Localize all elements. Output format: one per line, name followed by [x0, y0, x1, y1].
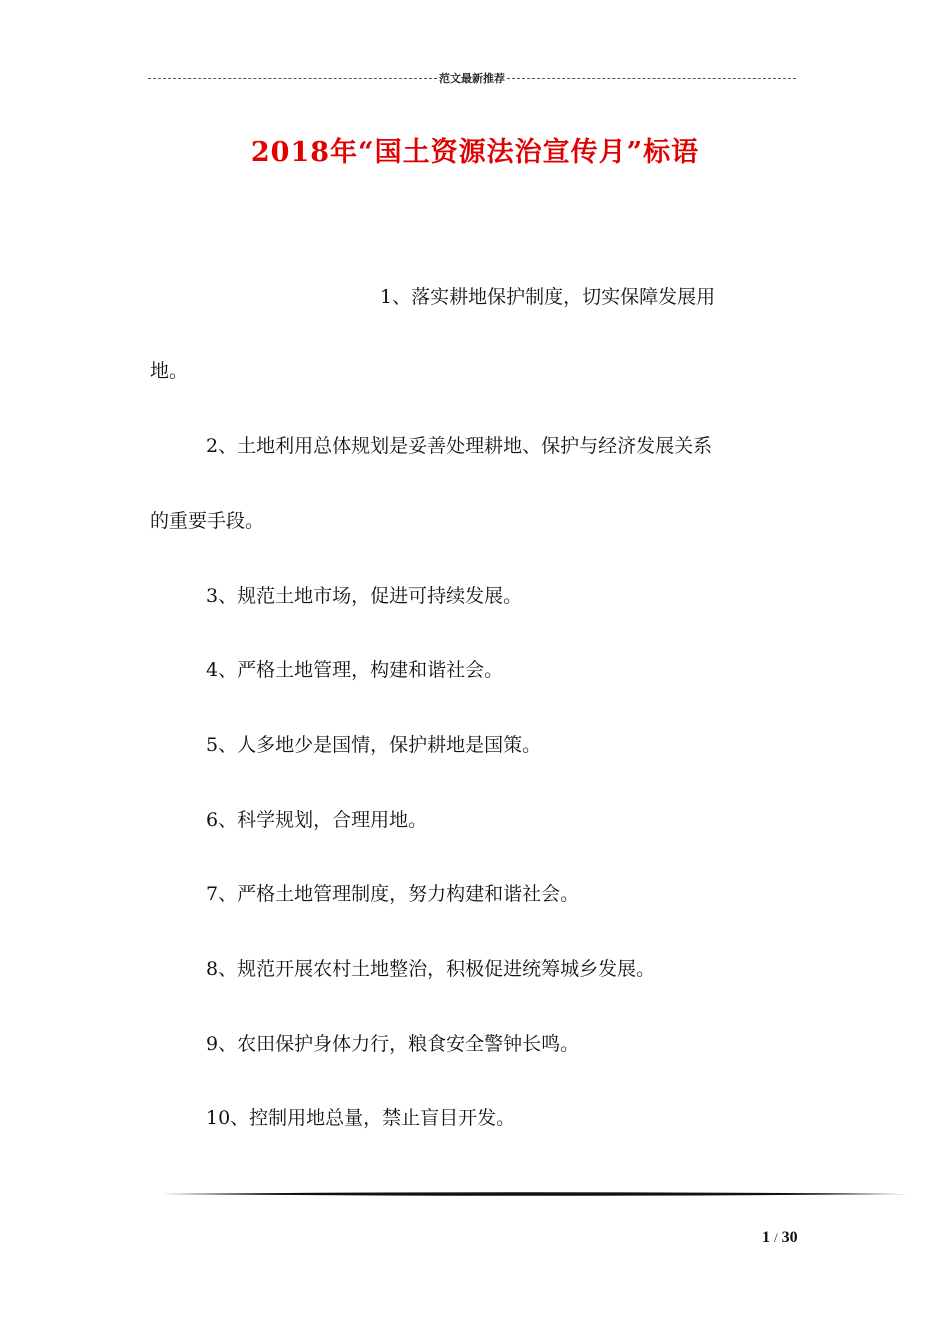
slogan-1-line-2: 地。 [150, 360, 189, 382]
slogan-3: 3、规范土地市场，促进可持续发展。 [206, 585, 523, 607]
page-total: 30 [781, 1229, 798, 1246]
document-title: 2018年“国土资源法治宣传月”标语 [250, 137, 700, 168]
header-dash-right [507, 78, 796, 79]
slogan-9: 9、农田保护身体力行，粮食安全警钟长鸣。 [206, 1033, 580, 1055]
slogan-1-line-1: 1、落实耕地保护制度，切实保障发展用 [380, 286, 716, 308]
slogan-8: 8、规范开展农村土地整治，积极促进统筹城乡发展。 [206, 958, 656, 980]
slogan-2-line-1: 2、土地利用总体规划是妥善处理耕地、保护与经济发展关系 [206, 435, 713, 457]
slogan-4: 4、严格土地管理，构建和谐社会。 [206, 659, 504, 681]
slogan-10: 10、控制用地总量，禁止盲目开发。 [206, 1107, 516, 1129]
footer-rule [162, 1186, 908, 1202]
page-number [762, 1229, 798, 1247]
slogan-6: 6、科学规划，合理用地。 [206, 809, 428, 831]
page-header [148, 70, 796, 86]
header-dash-left [148, 78, 437, 79]
slogan-2-line-2: 的重要手段。 [150, 510, 265, 532]
header-label: 范文最新推荐 [439, 72, 505, 85]
page-current: 1 [762, 1229, 770, 1246]
slogan-7: 7、严格土地管理制度，努力构建和谐社会。 [206, 883, 580, 905]
slogan-5: 5、人多地少是国情，保护耕地是国策。 [206, 734, 542, 756]
page-separator: / [774, 1230, 778, 1245]
